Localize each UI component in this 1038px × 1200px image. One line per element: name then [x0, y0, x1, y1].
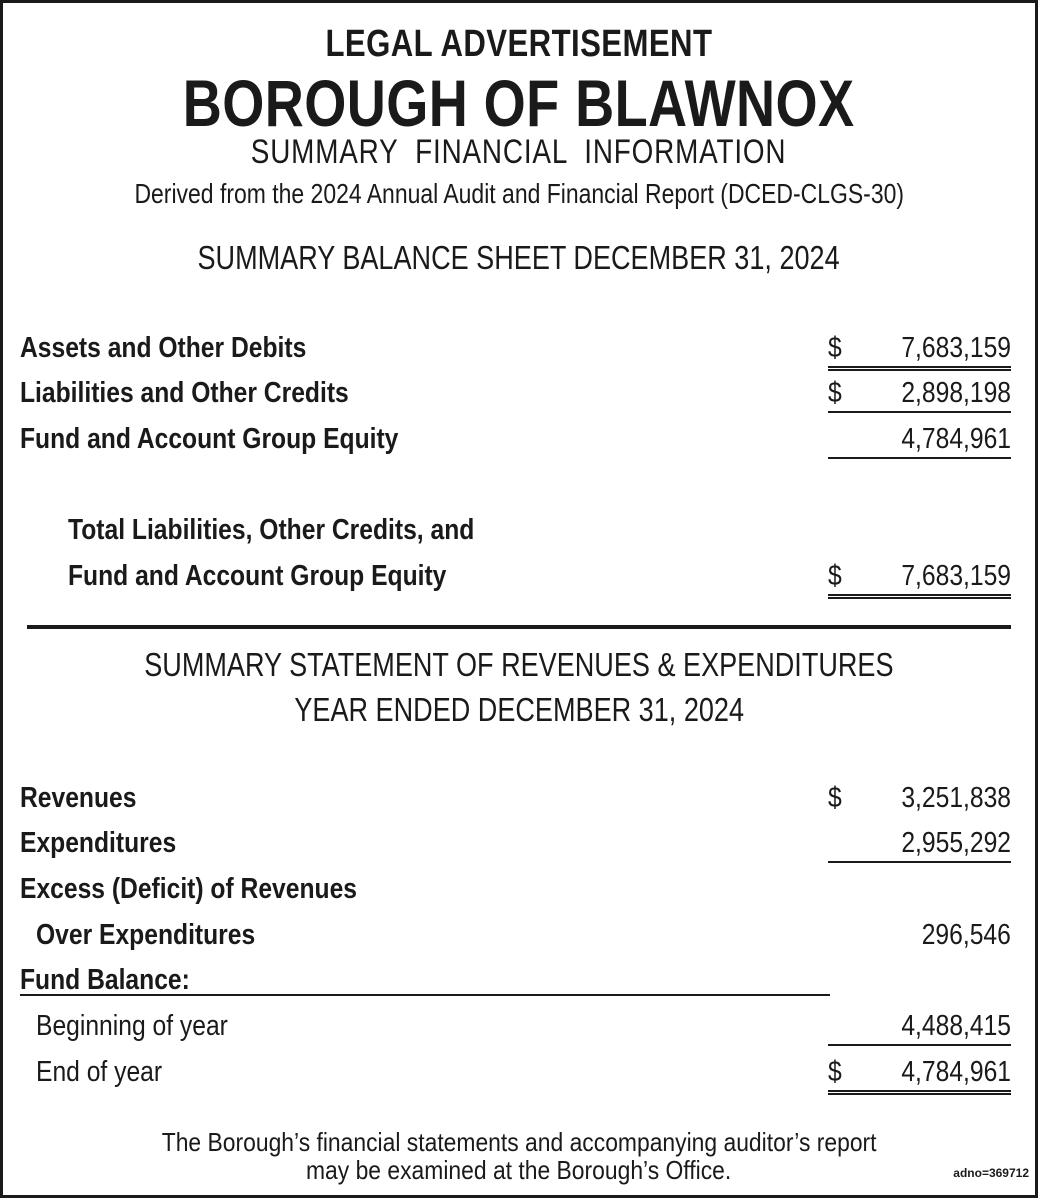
total-label-line2: Fund and Account Group Equity: [68, 560, 447, 592]
footer-line1: The Borough’s financial statements and accompanying auditor’s report: [161, 1127, 877, 1157]
equity-amount-cell: [828, 421, 1011, 459]
liabilities-amount: 2,898,198: [901, 377, 1011, 409]
end-amount: 4,784,961: [901, 1056, 1011, 1088]
footer-note: [3, 1128, 1035, 1184]
end-amount-cell: [828, 1054, 1011, 1095]
currency-symbol: $: [828, 332, 842, 364]
equity-label: Fund and Account Group Equity: [20, 423, 399, 455]
currency-symbol: $: [828, 782, 842, 814]
ad-number: adno=369712: [953, 1166, 1029, 1180]
currency-symbol: $: [828, 1056, 842, 1088]
beginning-row: [20, 1008, 1011, 1044]
total-label-row-1: [20, 512, 1011, 548]
assets-amount: 7,683,159: [901, 332, 1011, 364]
kicker-heading: LEGAL ADVERTISEMENT: [325, 23, 713, 65]
fund-balance-label: Fund Balance:: [20, 964, 190, 996]
excess-amount: 296,546: [921, 919, 1011, 951]
end-row: [20, 1054, 1011, 1090]
beginning-amount-cell: [828, 1008, 1011, 1046]
total-label-line1: Total Liabilities, Other Credits, and: [68, 514, 475, 546]
fund-balance-row: [20, 962, 1011, 998]
revenue-statement-heading: SUMMARY STATEMENT OF REVENUES & EXPENDITURES: [144, 646, 894, 683]
borough-title: BOROUGH OF BLAWNOX: [183, 66, 855, 140]
revenues-row: [20, 780, 1011, 816]
excess-amount-cell: [828, 917, 1011, 953]
expenditures-amount-cell: [828, 825, 1011, 863]
total-amount: 7,683,159: [901, 560, 1011, 592]
excess-label-line2: Over Expenditures: [36, 919, 256, 951]
revenues-label: Revenues: [20, 782, 137, 814]
total-amount-cell: [828, 558, 1011, 599]
revenues-amount: 3,251,838: [901, 782, 1011, 814]
beginning-label: Beginning of year: [36, 1010, 228, 1042]
excess-row: [20, 917, 1011, 953]
balance-sheet-heading: SUMMARY BALANCE SHEET DECEMBER 31, 2024: [197, 239, 841, 276]
assets-row: [20, 330, 1011, 366]
assets-amount-cell: [828, 330, 1011, 371]
total-row: [20, 558, 1011, 594]
summary-subtitle: SUMMARY FINANCIAL INFORMATION: [251, 133, 787, 171]
section-divider: [27, 625, 1011, 629]
currency-symbol: $: [828, 377, 842, 409]
end-label: End of year: [36, 1056, 163, 1088]
excess-label-line1: Excess (Deficit) of Revenues: [20, 873, 358, 905]
expenditures-label: Expenditures: [20, 827, 177, 859]
liabilities-label: Liabilities and Other Credits: [20, 377, 349, 409]
excess-label-row: [20, 871, 1011, 907]
revenues-amount-cell: [828, 780, 1011, 816]
currency-symbol: $: [828, 560, 842, 592]
beginning-amount: 4,488,415: [901, 1010, 1011, 1042]
fund-balance-underline: [20, 994, 830, 996]
equity-row: [20, 421, 1011, 457]
expenditures-row: [20, 825, 1011, 861]
liabilities-amount-cell: [828, 375, 1011, 413]
revenue-statement-period: YEAR ENDED DECEMBER 31, 2024: [294, 691, 744, 728]
footer-line2: may be examined at the Borough’s Office.: [306, 1155, 732, 1185]
source-note: Derived from the 2024 Annual Audit and Financial Report (DCED-CLGS-30): [134, 178, 904, 209]
liabilities-row: [20, 375, 1011, 411]
assets-label: Assets and Other Debits: [20, 332, 307, 364]
equity-amount: 4,784,961: [901, 423, 1011, 455]
expenditures-amount: 2,955,292: [901, 827, 1011, 859]
